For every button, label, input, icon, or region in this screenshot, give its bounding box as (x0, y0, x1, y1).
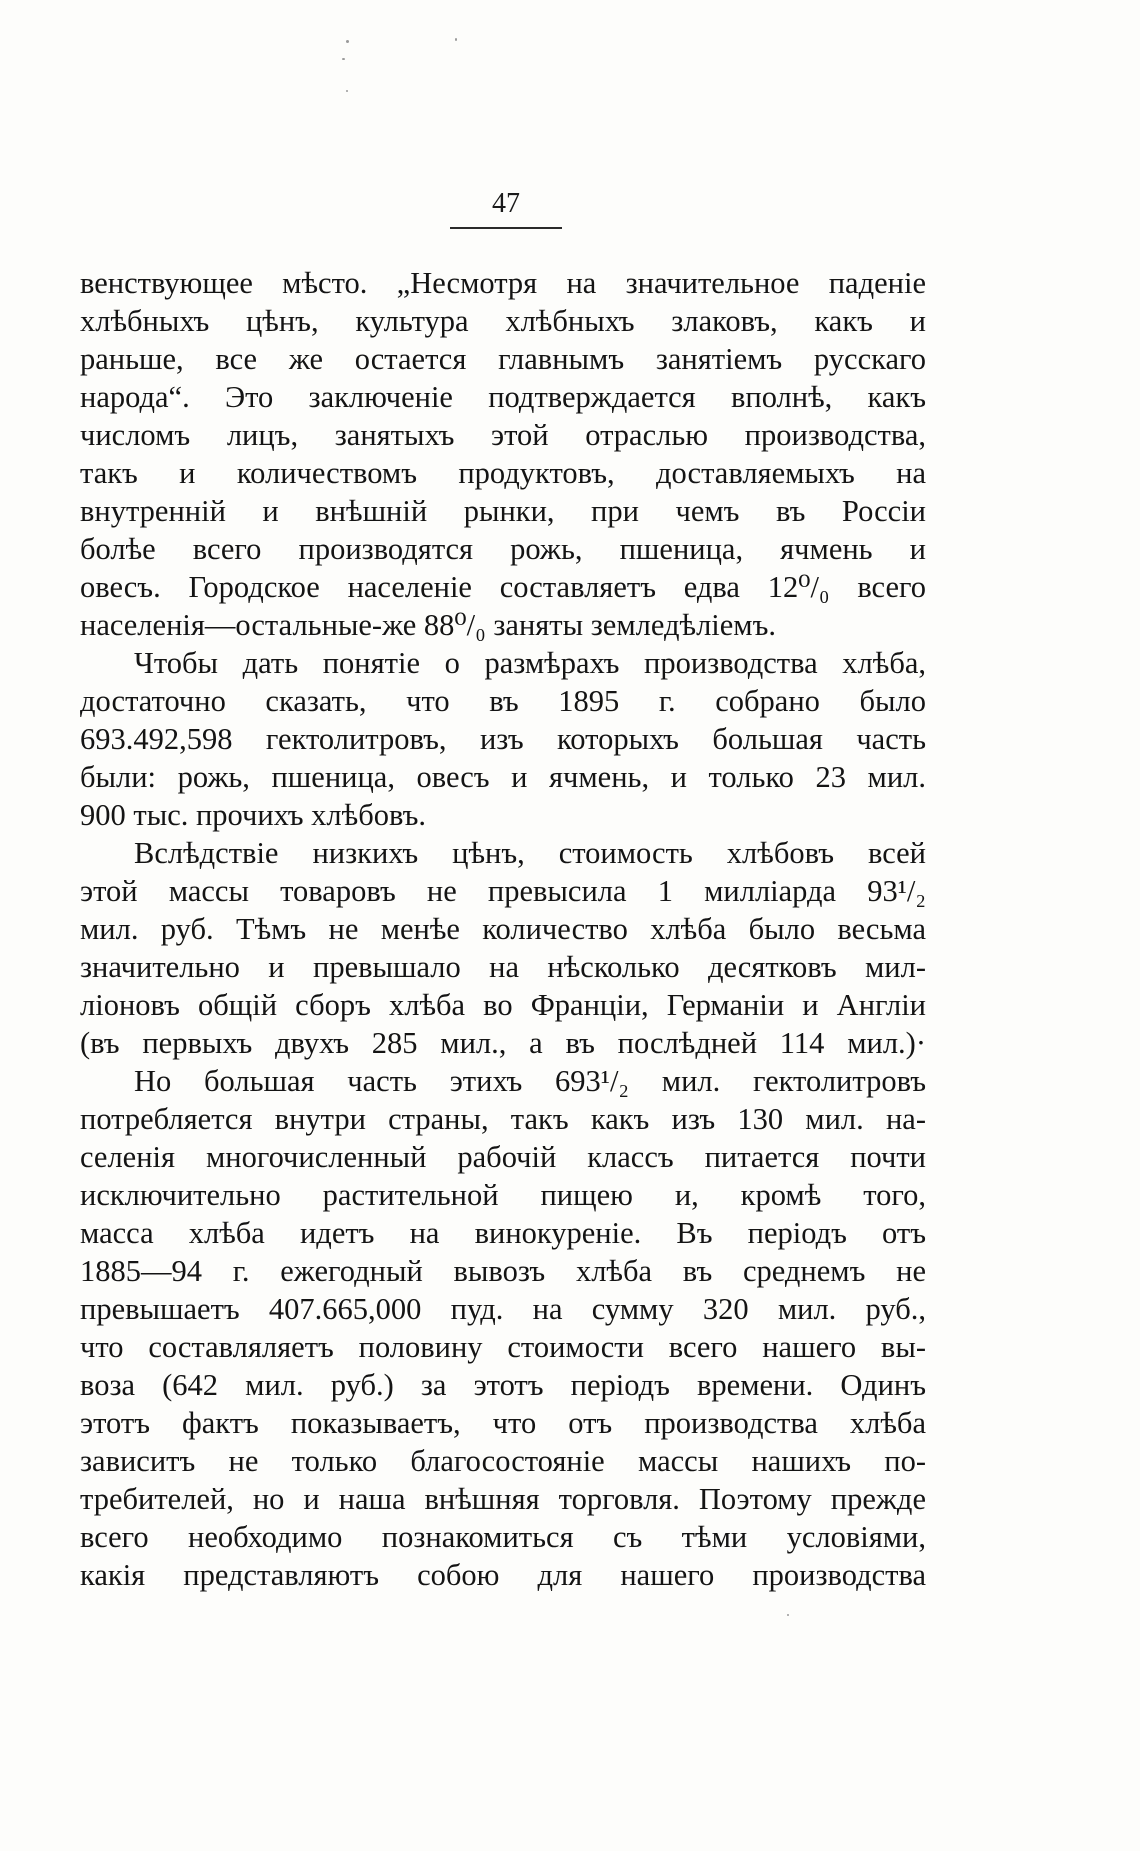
text-line: населенія—остальные-же 88⁰/₀ заняты земледѣліемъ. (80, 608, 777, 642)
text-line: болѣе всего производятся рожь, пшеница, ячмень и (80, 532, 926, 566)
text-line: ліоновъ общій сборъ хлѣба во Франціи, Германіи и Англіи (80, 988, 926, 1022)
text-line: Вслѣдствіе низкихъ цѣнъ, стоимость хлѣбовъ всей (134, 836, 926, 870)
text-line: народа“. Это заключеніе подтверждается вполнѣ, какъ (80, 380, 926, 414)
text-line: значительно и превышало на нѣсколько десятковъ мил- (80, 950, 926, 984)
text-line: воза (642 мил. руб.) за этотъ періодъ времени. Одинъ (80, 1368, 926, 1402)
text-line: зависитъ не только благосостояніе массы нашихъ по- (80, 1444, 926, 1478)
text-line: всего необходимо познакомиться съ тѣми условіями, (80, 1520, 926, 1554)
text-line: 1885—94 г. ежегодный вывозъ хлѣба въ среднемъ не (80, 1254, 926, 1288)
scan-speck (346, 40, 349, 43)
page-number-rule (450, 227, 562, 229)
text-line: овесъ. Городское населеніе составляетъ едва 12⁰/₀ всего (80, 570, 926, 604)
scan-speck (342, 58, 345, 60)
body-text (80, 264, 926, 1594)
scan-speck (455, 38, 457, 41)
text-line: какія представляютъ собою для нашего производства (80, 1558, 926, 1592)
text-line: хлѣбныхъ цѣнъ, культура хлѣбныхъ злаковъ, какъ и (80, 304, 926, 338)
text-line: Чтобы дать понятіе о размѣрахъ производства хлѣба, (134, 646, 926, 680)
text-line: достаточно сказать, что въ 1895 г. собрано было (80, 684, 926, 718)
text-line: венствующее мѣсто. „Несмотря на значительное паденіе (80, 266, 926, 300)
text-line: (въ первыхъ двухъ 285 мил., а въ послѣдней 114 мил.)· (80, 1026, 926, 1060)
text-line: потребляется внутри страны, такъ какъ изъ 130 мил. на- (80, 1102, 926, 1136)
text-line: масса хлѣба идетъ на винокуреніе. Въ періодъ отъ (80, 1216, 926, 1250)
text-line: 900 тыс. прочихъ хлѣбовъ. (80, 798, 426, 832)
text-line: что составляляетъ половину стоимости всего нашего вы- (80, 1330, 926, 1364)
text-line: такъ и количествомъ продуктовъ, доставляемыхъ на (80, 456, 926, 490)
text-line: этой массы товаровъ не превысила 1 милліарда 93¹/₂ (80, 874, 926, 908)
text-line: числомъ лицъ, занятыхъ этой отраслью производства, (80, 418, 926, 452)
page-number: 47 (492, 188, 520, 219)
scan-speck (346, 90, 348, 92)
text-line: этотъ фактъ показываетъ, что отъ производства хлѣба (80, 1406, 926, 1440)
text-line: были: рожь, пшеница, овесъ и ячмень, и только 23 мил. (80, 760, 926, 794)
text-line: требителей, но и наша внѣшняя торговля. Поэтому прежде (80, 1482, 926, 1516)
scan-speck (787, 1614, 789, 1616)
text-line: превышаетъ 407.665,000 пуд. на сумму 320 мил. руб., (80, 1292, 926, 1326)
text-line: селенія многочисленный рабочій классъ питается почти (80, 1140, 926, 1174)
text-line: внутренній и внѣшній рынки, при чемъ въ Россіи (80, 494, 926, 528)
text-line: Но большая часть этихъ 693¹/₂ мил. гектолитровъ (134, 1064, 926, 1098)
text-line: исключительно растительной пищею и, кромѣ того, (80, 1178, 926, 1212)
text-line: мил. руб. Тѣмъ не менѣе количество хлѣба было весьма (80, 912, 926, 946)
text-line: 693.492,598 гектолитровъ, изъ которыхъ большая часть (80, 722, 926, 756)
text-line: раньше, все же остается главнымъ занятіемъ русскаго (80, 342, 926, 376)
